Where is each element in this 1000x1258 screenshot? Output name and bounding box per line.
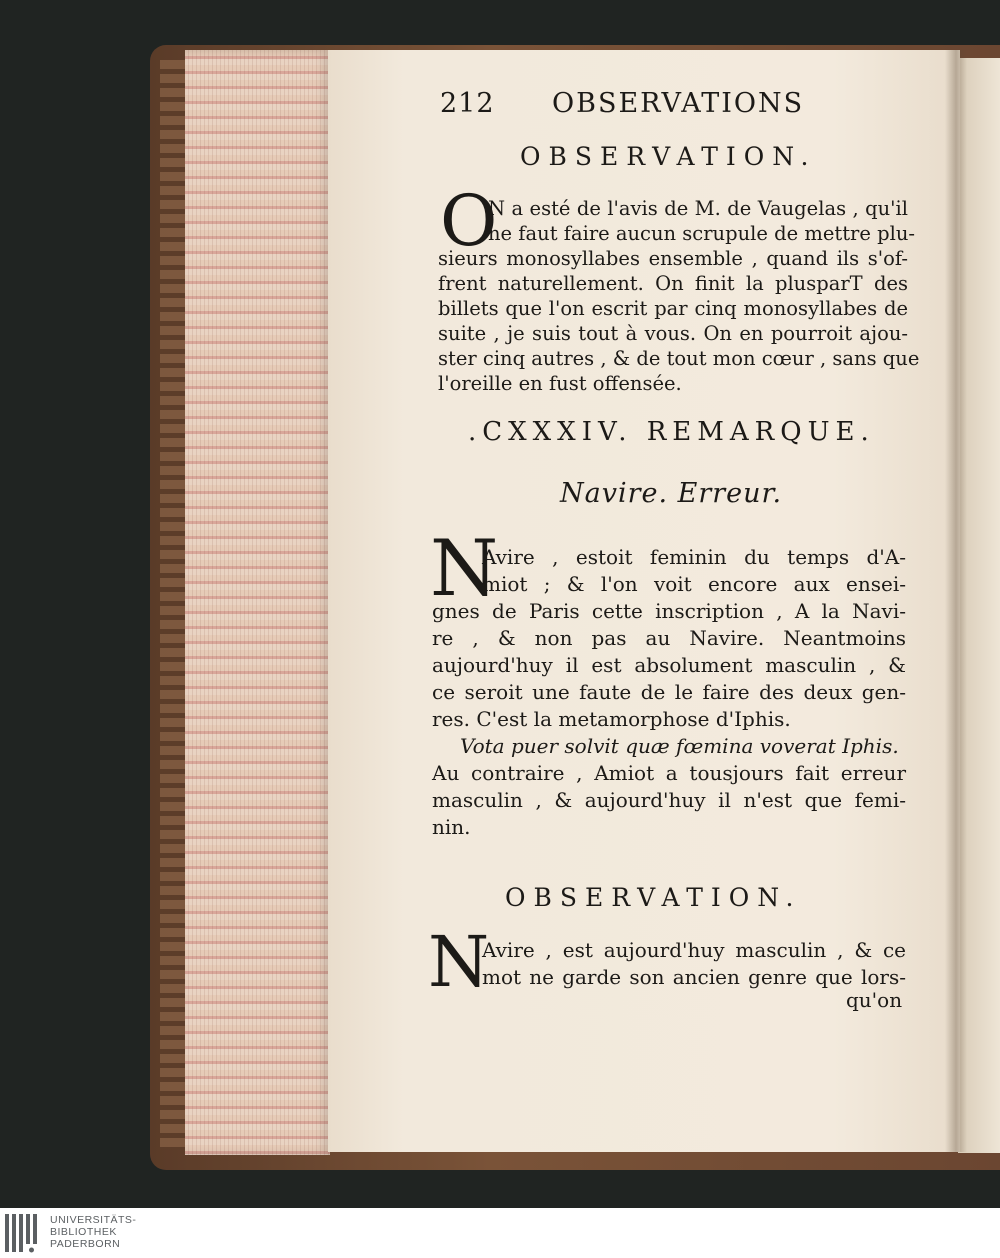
text-line: mot ne garde son ancien genre que lors- <box>482 965 906 989</box>
text-line: Au contraire , Amiot a tousjours fait erreur <box>432 761 906 785</box>
library-logo-icon <box>4 1212 42 1254</box>
paragraph-observation-2 <box>432 937 906 991</box>
heading-observation-1: OBSERVATION. <box>520 142 817 171</box>
dropcap-n: N <box>430 524 499 614</box>
catchword: qu'on <box>846 988 903 1012</box>
page-number: 212 <box>440 88 495 119</box>
text-line: Avire , estoit feminin du temps d'A- <box>482 545 906 569</box>
text-line: frent naturellement. On finit la plusparT des <box>438 272 908 295</box>
text-line: billets que l'on escrit par cinq monosyllabes de <box>438 297 908 320</box>
paragraph-observation-1 <box>438 196 920 396</box>
text-line: gnes de Paris cette inscription , A la Navi- <box>432 599 906 623</box>
text-line: res. C'est la metamorphose d'Iphis. <box>432 707 791 731</box>
logo-line-1: UNIVERSITÄTS- <box>50 1214 137 1226</box>
heading-observation-2: OBSERVATION. <box>505 883 802 912</box>
text-line: suite , je suis tout à vous. On en pourroit ajou- <box>438 322 908 345</box>
text-line: ster cinq autres , & de tout mon cœur , sans que <box>438 347 920 370</box>
logo-line-2: BIBLIOTHEK <box>50 1226 117 1238</box>
text-line: l'oreille en fust offensée. <box>438 372 682 395</box>
heading-remarque: .CXXXIV. REMARQUE. <box>468 417 875 447</box>
page-gutter <box>945 50 967 1152</box>
text-line: masculin , & aujourd'huy il n'est que femi- <box>432 788 906 812</box>
text-line: N a esté de l'avis de M. de Vaugelas , qu'il <box>488 197 908 220</box>
library-footer <box>0 1208 1000 1258</box>
heading-navire: Navire. Erreur. <box>560 478 783 509</box>
text-line: ce seroit une faute de le faire des deux gen- <box>432 680 906 704</box>
text-line: ne faut faire aucun scrupule de mettre plu- <box>488 222 915 245</box>
text-line: Avire , est aujourd'huy masculin , & ce <box>482 938 906 962</box>
text-line: miot ; & l'on voit encore aux ensei- <box>482 572 906 596</box>
dropcap-n-2: N <box>428 921 490 1003</box>
quotation-line: Vota puer solvit quæ fœmina voverat Iphis. <box>460 734 899 758</box>
running-title: OBSERVATIONS <box>552 88 805 119</box>
library-logo-text <box>50 1214 136 1250</box>
text-line: aujourd'huy il est absolument masculin , & <box>432 653 906 677</box>
text-line: re , & non pas au Navire. Neantmoins <box>432 626 906 650</box>
text-line: nin. <box>432 815 471 839</box>
paragraph-remarque <box>432 544 906 841</box>
dropcap-o: O <box>440 180 498 262</box>
page-edges <box>185 50 330 1155</box>
text-line: sieurs monosyllabes ensemble , quand ils s'of- <box>438 247 908 270</box>
logo-line-3: PADERBORN <box>50 1238 121 1250</box>
